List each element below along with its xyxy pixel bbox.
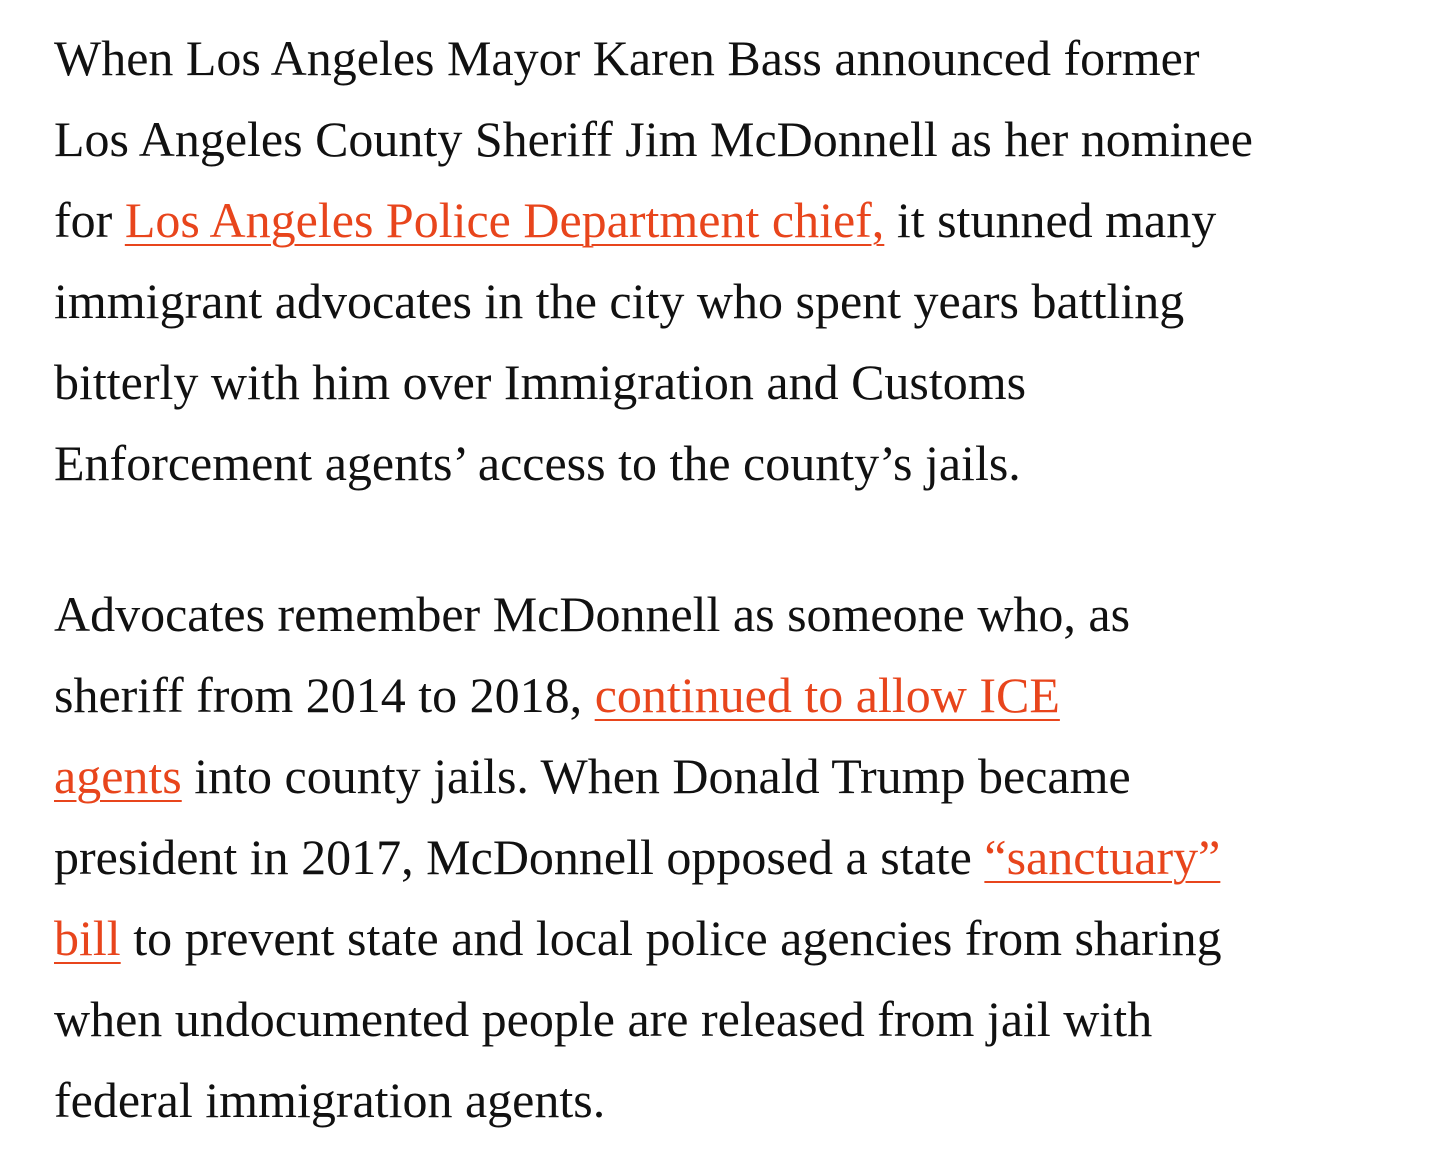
paragraph-2 — [54, 574, 1394, 1141]
link-ice-agents-part-1[interactable]: continued to allow ICE — [594, 667, 1060, 723]
text-president-2017: president in 2017, McDonnell opposed a state — [54, 829, 985, 885]
link-lapd-chief[interactable]: Los Angeles Police Department chief, — [124, 192, 885, 248]
link-ice-agents-part-2[interactable]: agents — [54, 748, 182, 804]
paragraph-2-line-5 — [54, 898, 1394, 979]
text-for: for — [54, 192, 125, 248]
paragraph-2-line-3 — [54, 736, 1394, 817]
link-sanctuary-bill-part-2[interactable]: bill — [54, 910, 121, 966]
paragraph-2-line-2 — [54, 655, 1394, 736]
paragraph-2-line-1: Advocates remember McDonnell as someone who, as — [54, 586, 1131, 642]
paragraph-1 — [54, 0, 1394, 504]
paragraph-1-line-2: Los Angeles County Sheriff Jim McDonnell as her nominee — [54, 111, 1253, 167]
paragraph-2-line-4 — [54, 817, 1394, 898]
paragraph-1-line-3 — [54, 180, 1394, 261]
paragraph-2-line-7: federal immigration agents. — [54, 1072, 606, 1128]
paragraph-2-line-6: when undocumented people are released from jail with — [54, 991, 1153, 1047]
paragraph-1-line-1: When Los Angeles Mayor Karen Bass announced former — [54, 30, 1200, 86]
link-sanctuary-bill-part-1[interactable]: “sanctuary” — [984, 829, 1221, 885]
text-to-prevent: to prevent state and local police agencies from sharing — [120, 910, 1222, 966]
text-into-county-jails: into county jails. When Donald Trump became — [181, 748, 1131, 804]
paragraph-1-line-5: bitterly with him over Immigration and Customs — [54, 354, 1027, 410]
paragraph-1-line-6: Enforcement agents’ access to the county’s jails. — [54, 435, 1021, 491]
article-body — [54, 0, 1394, 1141]
text-it-stunned-many: it stunned many — [884, 192, 1217, 248]
text-sheriff-years: sheriff from 2014 to 2018, — [54, 667, 595, 723]
paragraph-1-line-4: immigrant advocates in the city who spent years battling — [54, 273, 1185, 329]
